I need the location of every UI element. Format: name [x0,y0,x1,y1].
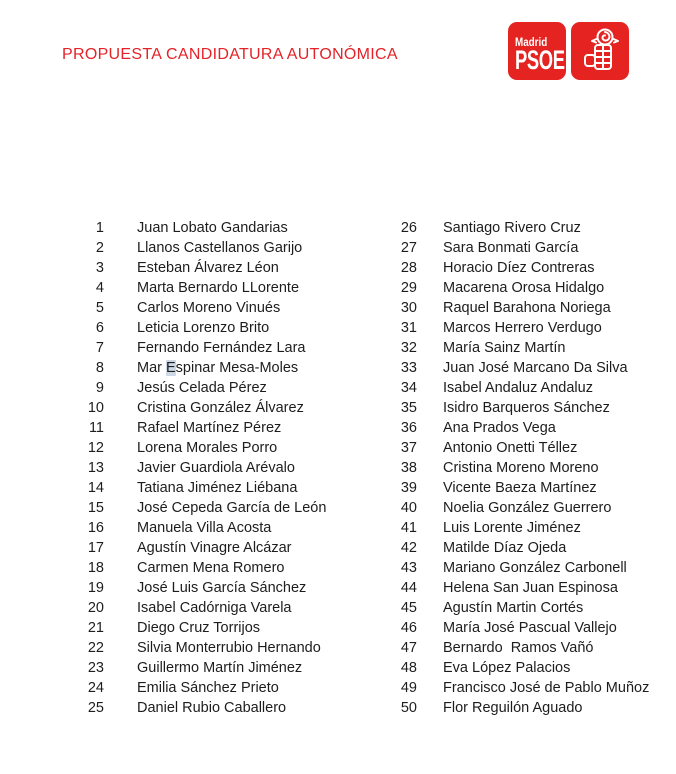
candidate-number: 15 [87,500,104,516]
candidate-number: 23 [87,660,104,676]
candidate-name: Leticia Lorenzo Brito [137,320,270,336]
candidate-name: José Cepeda García de León [137,500,327,516]
candidate-number: 44 [400,580,417,596]
candidate-name: Macarena Orosa Hidalgo [443,280,605,296]
candidate-number: 10 [87,400,104,416]
list-item [78,318,326,338]
list-item [391,558,649,578]
list-item [391,518,649,538]
candidate-name: Daniel Rubio Caballero [137,700,287,716]
candidate-name: Juan Lobato Gandarias [137,220,288,236]
list-item [391,638,649,658]
list-item [78,258,326,278]
candidate-number: 36 [400,420,417,436]
candidate-number: 24 [87,680,104,696]
logo-party-label: PSOE [515,45,565,75]
candidate-name: Carmen Mena Romero [137,560,285,576]
candidate-name: Diego Cruz Torrijos [137,620,261,636]
candidate-number: 41 [400,520,417,536]
list-item [78,498,326,518]
list-item [78,298,326,318]
candidate-name: Luis Lorente Jiménez [443,520,581,536]
list-item [78,338,326,358]
candidate-number: 47 [400,640,417,656]
list-item [391,298,649,318]
candidate-name: Silvia Monterrubio Hernando [137,640,321,656]
list-item [391,278,649,298]
candidate-name: Marcos Herrero Verdugo [443,320,602,336]
candidate-number: 35 [400,400,417,416]
candidate-list-right [391,218,649,718]
candidate-name: Mar Espinar Mesa-Moles [137,360,299,376]
candidate-name: Emilia Sánchez Prieto [137,680,279,696]
candidate-name: Noelia González Guerrero [443,500,612,516]
candidate-name: Llanos Castellanos Garijo [137,240,303,256]
list-item [391,418,649,438]
list-item [391,458,649,478]
list-item [391,498,649,518]
candidate-name: Isabel Andaluz Andaluz [443,380,593,396]
candidate-name: Mariano González Carbonell [443,560,627,576]
candidate-name: Sara Bonmati García [443,240,579,256]
list-item [391,338,649,358]
candidate-number: 27 [400,240,417,256]
list-item [78,618,326,638]
candidate-name: Francisco José de Pablo Muñoz [443,680,650,696]
candidate-number: 19 [87,580,104,596]
list-item [391,578,649,598]
candidate-number: 1 [95,220,104,236]
candidate-number: 25 [87,700,104,716]
candidate-name: Horacio Díez Contreras [443,260,595,276]
list-item [391,478,649,498]
candidate-number: 37 [400,440,417,456]
candidate-name: Tatiana Jiménez Liébana [137,480,298,496]
list-item [391,398,649,418]
candidate-number: 30 [400,300,417,316]
list-item [391,258,649,278]
candidate-name: María José Pascual Vallejo [443,620,617,636]
candidate-name: Esteban Álvarez Léon [137,260,279,276]
psoe-madrid-logo [508,22,629,80]
candidate-number: 46 [400,620,417,636]
candidate-name: Javier Guardiola Arévalo [137,460,295,476]
list-item [78,558,326,578]
candidate-name: Cristina González Álvarez [137,400,304,416]
list-item [391,358,649,378]
candidate-number: 7 [95,340,104,356]
candidate-name: José Luis García Sánchez [137,580,307,596]
candidate-name: Marta Bernardo LLorente [137,280,300,296]
candidate-number: 13 [87,460,104,476]
candidate-number: 50 [400,700,417,716]
list-item [78,638,326,658]
list-item [391,318,649,338]
candidate-name: Ana Prados Vega [443,420,556,436]
page-title: PROPUESTA CANDIDATURA AUTONÓMICA [62,46,398,63]
list-item [78,398,326,418]
list-item [78,678,326,698]
list-item [391,618,649,638]
candidate-name: Helena San Juan Espinosa [443,580,618,596]
list-item [78,578,326,598]
candidate-number: 33 [400,360,417,376]
candidate-name: Raquel Barahona Noriega [443,300,611,316]
candidate-number: 4 [95,280,104,296]
list-item [78,378,326,398]
list-item [391,378,649,398]
candidate-name: Lorena Morales Porro [137,440,278,456]
candidate-name: Isidro Barqueros Sánchez [443,400,610,416]
candidate-number: 8 [95,360,104,376]
candidate-number: 12 [87,440,104,456]
text-selection-highlight: E [166,360,176,376]
candidate-number: 14 [87,480,104,496]
list-item [78,418,326,438]
list-item [78,518,326,538]
candidate-name: Agustín Vinagre Alcázar [137,540,292,556]
list-item [391,238,649,258]
candidate-number: 17 [87,540,104,556]
list-item [391,438,649,458]
candidate-number: 39 [400,480,417,496]
candidate-number: 38 [400,460,417,476]
list-item [78,658,326,678]
candidate-name: Rafael Martínez Pérez [137,420,282,436]
candidate-name: Matilde Díaz Ojeda [443,540,567,556]
candidate-number: 3 [95,260,104,276]
psoe-madrid-wordmark [508,22,566,80]
candidate-number: 6 [95,320,104,336]
list-item [78,478,326,498]
candidate-name: Juan José Marcano Da Silva [443,360,628,376]
candidate-number: 28 [400,260,417,276]
candidate-name: María Sainz Martín [443,340,566,356]
list-item [391,698,649,718]
list-item [391,218,649,238]
candidate-name: Fernando Fernández Lara [137,340,306,356]
candidate-number: 26 [400,220,417,236]
list-item [391,598,649,618]
list-item [78,238,326,258]
candidate-number: 5 [95,300,104,316]
candidate-number: 32 [400,340,417,356]
list-item [78,278,326,298]
candidate-number: 31 [400,320,417,336]
candidate-number: 48 [400,660,417,676]
list-item [78,218,326,238]
candidate-number: 40 [400,500,417,516]
candidate-name: Santiago Rivero Cruz [443,220,581,236]
candidate-number: 21 [87,620,104,636]
candidate-name: Isabel Cadórniga Varela [137,600,292,616]
list-item [391,538,649,558]
logo-region-label: Madrid [515,35,548,49]
candidate-name: Carlos Moreno Vinués [137,300,281,316]
candidate-name: Eva López Palacios [443,660,571,676]
list-item [78,458,326,478]
candidate-name: Manuela Villa Acosta [137,520,272,536]
candidate-number: 29 [400,280,417,296]
candidate-number: 43 [400,560,417,576]
candidate-list-left [78,218,326,718]
candidate-number: 20 [87,600,104,616]
list-item [78,698,326,718]
candidate-name: Flor Reguilón Aguado [443,700,583,716]
list-item [78,598,326,618]
candidate-number: 45 [400,600,417,616]
candidate-number: 22 [87,640,104,656]
list-item [78,438,326,458]
candidate-number: 18 [87,560,104,576]
candidate-name: Jesús Celada Pérez [137,380,267,396]
candidate-name: Antonio Onetti Téllez [443,440,578,456]
candidate-name: Cristina Moreno Moreno [443,460,599,476]
candidate-name: Guillermo Martín Jiménez [137,660,303,676]
list-item [78,358,326,378]
candidate-name: Vicente Baeza Martínez [443,480,597,496]
candidate-number: 11 [88,420,104,436]
fist-and-rose-icon [571,22,629,80]
candidate-number: 16 [87,520,104,536]
candidate-number: 42 [400,540,417,556]
candidate-number: 2 [95,240,104,256]
candidate-number: 9 [95,380,104,396]
list-item [391,658,649,678]
candidate-name: Agustín Martin Cortés [443,600,584,616]
candidate-number: 34 [400,380,417,396]
list-item [78,538,326,558]
candidate-number: 49 [400,680,417,696]
candidate-name: Bernardo Ramos Vañó [443,640,594,656]
list-item [391,678,649,698]
